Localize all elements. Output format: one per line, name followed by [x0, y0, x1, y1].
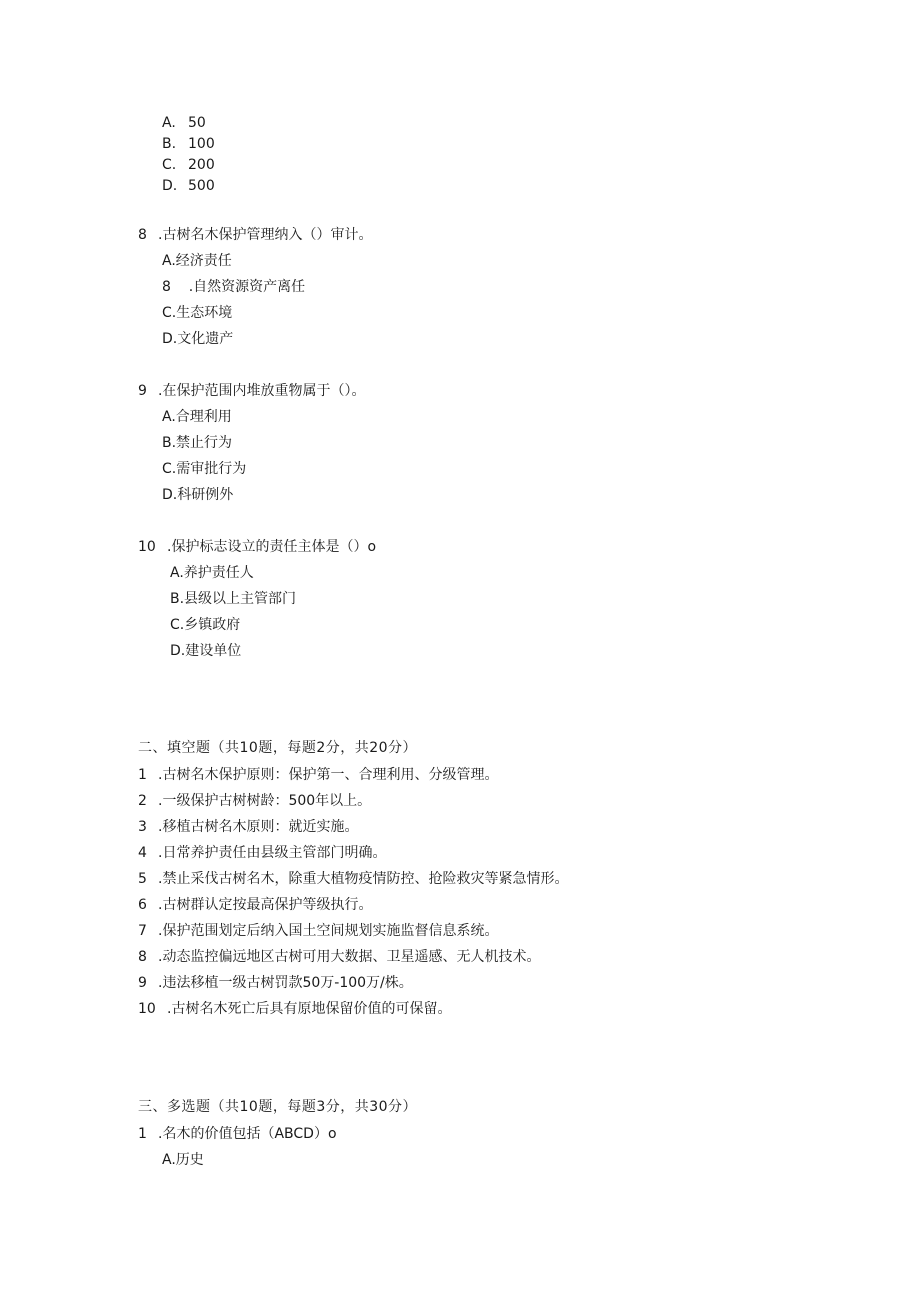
- fill-item: [138, 896, 372, 914]
- fill-item: [138, 1000, 451, 1018]
- question-number: 1: [138, 1126, 147, 1142]
- question-number: 9: [138, 383, 147, 399]
- fill-item: [138, 792, 371, 810]
- fill-item: [138, 818, 358, 836]
- item-number: 8: [138, 949, 147, 965]
- fill-item: [138, 922, 498, 940]
- option-letter: A.: [162, 115, 176, 131]
- q8-option-d: D.文化遗产: [162, 331, 234, 347]
- option-b: [162, 135, 215, 153]
- fill-item: [138, 766, 498, 784]
- item-number: 5: [138, 871, 147, 887]
- q10-option-c: C.乡镇政府: [170, 617, 241, 633]
- item-text: .古树群认定按最高保护等级执行。: [158, 897, 373, 913]
- item-number: 1: [138, 767, 147, 783]
- question-text: .名木的价值包括（ABCD）o: [158, 1126, 337, 1142]
- option-d: [162, 177, 215, 195]
- q9-option-a: A.合理利用: [162, 409, 232, 425]
- q9-option-c: C.需审批行为: [162, 461, 247, 477]
- fill-item: [138, 844, 386, 862]
- multi-q1-option-a: A.历史: [162, 1152, 204, 1168]
- option-text: 500: [188, 178, 215, 194]
- fill-item: [138, 870, 568, 888]
- item-number: 6: [138, 897, 147, 913]
- item-text: .一级保护古树树龄：500年以上。: [158, 793, 372, 809]
- item-text: .动态监控偏远地区古树可用大数据、卫星遥感、无人机技术。: [158, 949, 541, 965]
- question-text: .在保护范围内堆放重物属于（）。: [158, 383, 366, 399]
- item-text: .古树名木保护原则：保护第一、合理利用、分级管理。: [158, 767, 499, 783]
- option-letter: C.: [162, 157, 177, 173]
- multi-question-1: [138, 1125, 337, 1143]
- item-text: .违法移植一级古树罚款50万-100万/株。: [158, 975, 413, 991]
- option-a: [162, 114, 206, 132]
- question-text: .古树名木保护管理纳入（）审计。: [158, 227, 373, 243]
- option-text: 50: [188, 115, 206, 131]
- question-number: 8: [138, 227, 147, 243]
- question-text: .保护标志设立的责任主体是（）o: [167, 539, 377, 555]
- option-letter: D.: [162, 178, 178, 194]
- item-number: 4: [138, 845, 147, 861]
- q10-option-b: B.县级以上主管部门: [170, 591, 297, 607]
- item-number: 3: [138, 819, 147, 835]
- option-c: [162, 156, 215, 174]
- item-number: 7: [138, 923, 147, 939]
- section-2-title: 二、填空题（共10题，每题2分，共20分）: [138, 740, 418, 756]
- question-8: [138, 226, 372, 244]
- item-number: 9: [138, 975, 147, 991]
- q9-option-b: B.禁止行为: [162, 435, 233, 451]
- q8-option-a: A.经济责任: [162, 253, 232, 269]
- fill-item: [138, 948, 540, 966]
- q10-option-a: A.养护责任人: [170, 565, 254, 581]
- option-letter: B.: [162, 136, 177, 152]
- item-text: .移植古树名木原则：就近实施。: [158, 819, 359, 835]
- item-number: 2: [138, 793, 147, 809]
- question-10: [138, 538, 376, 556]
- item-text: .古树名木死亡后具有原地保留价值的可保留。: [167, 1001, 452, 1017]
- option-text: 100: [188, 136, 215, 152]
- question-9: [138, 382, 365, 400]
- item-text: .禁止采伐古树名木，除重大植物疫情防控、抢险救灾等紧急情形。: [158, 871, 569, 887]
- option-text: 200: [188, 157, 215, 173]
- q8-option-b: 8 .自然资源资产离任: [162, 279, 306, 295]
- q8-option-c: C.生态环境: [162, 305, 233, 321]
- item-text: .日常养护责任由县级主管部门明确。: [158, 845, 387, 861]
- item-text: .保护范围划定后纳入国土空间规划实施监督信息系统。: [158, 923, 499, 939]
- q9-option-d: D.科研例外: [162, 487, 234, 503]
- fill-item: [138, 974, 413, 992]
- q10-option-d: D.建设单位: [170, 643, 242, 659]
- section-3-title: 三、多选题（共10题，每题3分，共30分）: [138, 1099, 418, 1115]
- item-number: 10: [138, 1001, 156, 1017]
- question-number: 10: [138, 539, 156, 555]
